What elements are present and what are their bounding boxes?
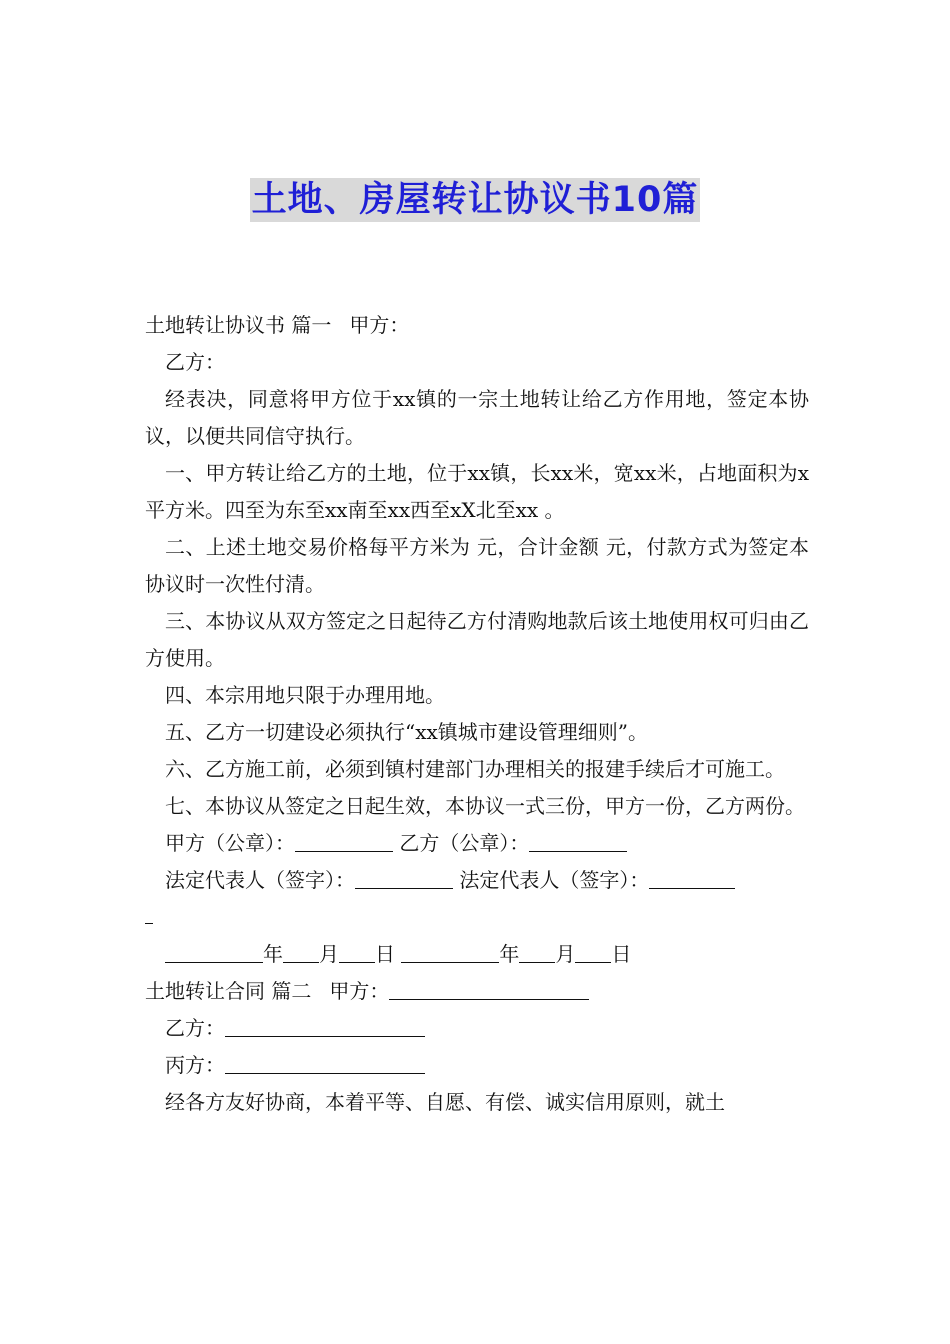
section1-intro: 经表决，同意将甲方位于xx镇的一宗土地转让给乙方作用地，签定本协议，以便共同信守执行。 bbox=[145, 387, 809, 448]
section2-party-b-line bbox=[145, 1010, 809, 1047]
date-a-day: 日 bbox=[375, 942, 395, 966]
representative-line bbox=[145, 862, 809, 899]
rep-b-blank bbox=[649, 866, 735, 889]
section2-party-c-line bbox=[145, 1047, 809, 1084]
rep-b-label: 法定代表人（签字）： bbox=[459, 868, 650, 892]
rep-a-blank bbox=[355, 866, 453, 889]
section1-heading-line bbox=[145, 307, 809, 344]
section2-heading-line bbox=[145, 973, 809, 1010]
seal-a-blank bbox=[295, 829, 393, 852]
document-body bbox=[145, 307, 809, 1121]
document-title: 土地、房屋转让协议书10篇 bbox=[251, 180, 699, 220]
section2-heading: 土地转让合同 篇二 bbox=[145, 979, 312, 1003]
title-container bbox=[0, 178, 950, 222]
seal-b-label: 乙方（公章）： bbox=[399, 831, 530, 855]
seal-line bbox=[145, 825, 809, 862]
date-a-day-blank bbox=[339, 940, 375, 963]
date-b-year: 年 bbox=[499, 942, 520, 966]
date-b-day-blank bbox=[575, 940, 611, 963]
representative-line-wrap bbox=[145, 899, 809, 936]
rep-a-label: 法定代表人（签字）： bbox=[165, 868, 355, 892]
section2-party-c-label: 丙方： bbox=[165, 1053, 225, 1077]
date-a-year-blank bbox=[165, 940, 263, 963]
date-line bbox=[145, 936, 809, 973]
section1-party-b-label: 乙方： bbox=[165, 350, 225, 374]
clause-6: 六、乙方施工前，必须到镇村建部门办理相关的报建手续后才可施工。 bbox=[165, 757, 785, 781]
date-b-month: 月 bbox=[555, 942, 576, 966]
rep-b-blank-continued bbox=[145, 901, 153, 924]
clause-5: 五、乙方一切建设必须执行“xx镇城市建设管理细则”。 bbox=[165, 720, 649, 744]
date-a-month: 月 bbox=[319, 942, 339, 966]
section2-party-a-blank bbox=[389, 977, 589, 1000]
date-b-month-blank bbox=[519, 940, 555, 963]
section2-party-b-blank bbox=[225, 1014, 425, 1037]
clause-3: 三、本协议从双方签定之日起待乙方付清购地款后该土地使用权可归由乙方使用。 bbox=[145, 609, 809, 670]
seal-b-blank bbox=[529, 829, 627, 852]
clause-1: 一、甲方转让给乙方的土地，位于xx镇，长xx米，宽xx米，占地面积为x平方米。四至为东至xx南至xx西至xX北至xx 。 bbox=[145, 461, 809, 522]
section1-party-a-label: 甲方： bbox=[349, 313, 410, 337]
seal-a-label: 甲方（公章）： bbox=[165, 831, 295, 855]
section2-party-c-blank bbox=[225, 1051, 425, 1074]
section1-party-b-line bbox=[145, 344, 809, 381]
date-a-month-blank bbox=[283, 940, 319, 963]
clause-4: 四、本宗用地只限于办理用地。 bbox=[165, 683, 445, 707]
section2-party-a-label: 甲方： bbox=[329, 979, 390, 1003]
clause-2: 二、上述土地交易价格每平方米为 元，合计金额 元，付款方式为签定本协议时一次性付清。 bbox=[145, 535, 809, 596]
date-b-day: 日 bbox=[611, 942, 632, 966]
section1-heading: 土地转让协议书 篇一 bbox=[145, 313, 332, 337]
date-a-year: 年 bbox=[263, 942, 283, 966]
section2-party-b-label: 乙方： bbox=[165, 1016, 225, 1040]
clause-7: 七、本协议从签定之日起生效，本协议一式三份，甲方一份，乙方两份。 bbox=[165, 794, 805, 818]
date-b-year-blank bbox=[401, 940, 499, 963]
section2-intro: 经各方友好协商，本着平等、自愿、有偿、诚实信用原则，就土 bbox=[165, 1090, 725, 1114]
